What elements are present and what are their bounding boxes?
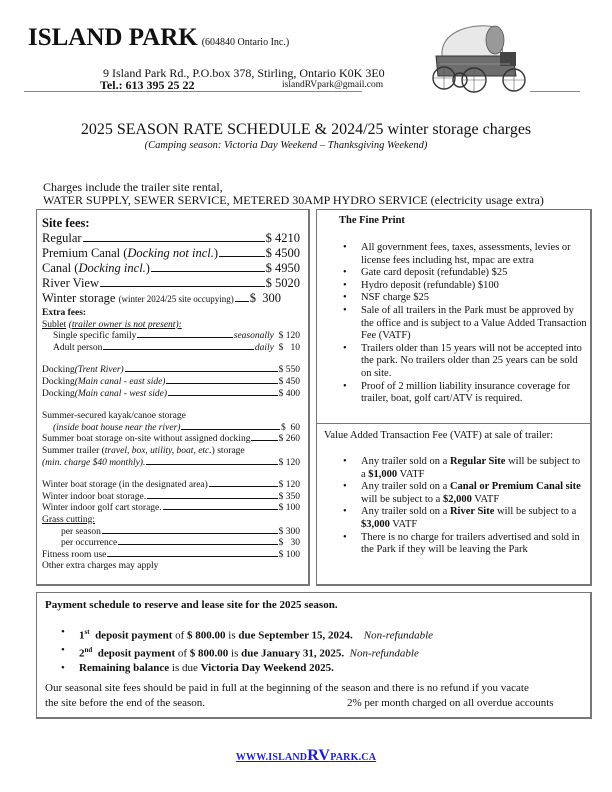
vatf-item [339, 532, 587, 557]
fee-label: Docking [42, 388, 75, 399]
fee-price: $ 300 [278, 526, 300, 537]
docking-row-trent [42, 365, 300, 377]
sublet-row-family [42, 331, 300, 343]
fee-label: Adult person [53, 342, 103, 353]
payment-ordinal: 1 [79, 629, 85, 642]
fee-note: travel, box, utility, boat, etc. [104, 445, 212, 456]
kayak-storage-label: Summer-secured kayak/canoe storage [42, 411, 186, 422]
vatf-text: VATF [471, 493, 500, 505]
kayak-storage-row [42, 423, 300, 435]
fee-price: $ 10 [278, 342, 300, 353]
boat-storage-row [42, 434, 300, 446]
vatf-amount: $1,000 [368, 468, 398, 480]
vatf-text: will be subject to a [361, 493, 443, 505]
fee-period: seasonally [233, 331, 274, 342]
winter-row-indoor-boat [42, 492, 300, 504]
payment-due-date: Victoria Day Weekend 2025. [200, 662, 334, 675]
website-part: RV [307, 747, 331, 764]
vatf-text: Any trailer sold on a [361, 506, 450, 518]
fee-label: Winter indoor boat storage. [42, 491, 147, 502]
payment-amount: $ 800.00 [189, 647, 229, 660]
fee-label: Fitness room use [42, 549, 107, 560]
fee-price: $ 5020 [265, 276, 300, 290]
fee-label: Winter boat storage (in the designated area) [42, 480, 208, 491]
payment-schedule-box [36, 592, 592, 719]
vatf-site-type: River Site [449, 506, 495, 518]
sublet-note: (trailer owner is not present): [68, 319, 182, 330]
grass-row-occurrence [42, 538, 300, 550]
fee-price: $ 30 [278, 538, 300, 549]
payment-text: of [172, 629, 188, 642]
other-charges-note: Other extra charges may apply [42, 561, 159, 572]
payment-label: Remaining balance [79, 662, 170, 675]
fee-price: $ 120 [278, 331, 300, 342]
payment-ordinal: 2 [79, 647, 85, 660]
covered-wagon-icon [430, 22, 530, 94]
fine-print-item: • Proof of 2 million liability insurance coverage for trailer, boat, golf cart/ATV is required. [339, 381, 587, 406]
vatf-text: will be subject to a [494, 506, 577, 518]
payment-label: deposit payment [95, 629, 173, 642]
fee-price: $ 450 [278, 376, 300, 387]
fee-price: $ 60 [281, 422, 300, 433]
docking-row-west [42, 389, 300, 401]
website-part: PARK.CA [330, 752, 377, 763]
company-registration: (604840 Ontario Inc.) [201, 37, 290, 48]
company-email: islandRVpark@gmail.com [282, 80, 384, 90]
vatf-amount: $2,000 [442, 493, 472, 505]
fine-print-item: • Sale of all trailers in the Park must be approved by the office and is subject to a Value Added Transaction Fee (VATF) [339, 305, 587, 343]
fee-note: (Main canal - west side) [74, 388, 168, 399]
fee-period: daily [254, 342, 274, 353]
vatf-site-type: Regular Site [449, 456, 506, 467]
fee-label: per occurrence [61, 538, 118, 549]
fine-print-item: • Trailers older than 15 years will not be accepted into the park. No trailers older than 25 years can be sold on site. [339, 343, 587, 381]
header-rule-left [24, 91, 362, 92]
header-rule-right [530, 91, 580, 92]
no-refund-note: the site before the end of the season. [45, 697, 206, 709]
payment-heading: Payment schedule to reserve and lease site for the 2025 season. [45, 599, 338, 611]
vatf-amount: $3,000 [361, 518, 390, 530]
fee-label: Canal ( [42, 261, 79, 275]
company-phone: Tel.: 613 395 25 22 [100, 78, 195, 92]
fee-label: Regular [42, 231, 82, 245]
fee-row-river-view [42, 276, 300, 291]
vatf-text: VATF [397, 468, 425, 480]
fee-row-premium-canal [42, 246, 300, 261]
sublet-row-adult [42, 343, 300, 355]
summer-trailer-label [42, 446, 300, 458]
fee-price: $ 4210 [265, 231, 300, 245]
fee-note: (Main canal - east side) [74, 376, 166, 387]
fee-price: $ 300 [249, 291, 282, 305]
payment-text: of [175, 647, 190, 660]
payment-footer-line2 [45, 696, 585, 711]
vatf-item [339, 456, 587, 481]
fee-label: River View [42, 276, 99, 290]
grass-cutting-heading: Grass cutting: [42, 514, 96, 525]
vatf-item [339, 481, 587, 506]
fee-note: (winter 2024/25 site occupying) [118, 294, 234, 304]
fee-price: $ 400 [278, 388, 300, 399]
payment-due-date: due September 15, 2024. [238, 629, 353, 642]
payment-list [57, 625, 433, 676]
fine-print-heading: The Fine Print [339, 215, 405, 226]
payment-item-remaining [57, 661, 433, 676]
docking-row-east [42, 377, 300, 389]
fitness-row [42, 550, 300, 562]
extra-fees-heading: Extra fees: [42, 308, 87, 318]
payment-refund-note: Non-refundable [349, 647, 419, 660]
fine-print-item: • Hydro deposit (refundable) $100 [339, 280, 587, 293]
summer-trailer-row [42, 458, 300, 470]
vatf-site-type: Canal or Premium Canal site [449, 481, 581, 493]
vatf-list [339, 456, 587, 557]
payment-text: is [225, 629, 239, 642]
payment-ordinal-suffix: nd [84, 646, 93, 655]
fee-label: Winter storage [42, 291, 116, 305]
payment-footer [45, 681, 585, 711]
fee-note: (inside boat house near the river) [53, 422, 181, 433]
vatf-text: will be subject to a [361, 456, 581, 480]
page-title: 2025 SEASON RATE SCHEDULE & 2024/25 winter storage charges [80, 121, 532, 138]
fine-print-item: • Gate card deposit (refundable) $25 [339, 267, 587, 280]
winter-row-boat [42, 480, 300, 492]
fine-print-item: • All government fees, taxes, assessments, levies or license fees including hst, mpac are extra [339, 242, 587, 267]
company-title: ISLAND PARK [28, 24, 198, 51]
fee-label: Premium Canal ( [42, 246, 128, 260]
fee-note: Docking incl. [78, 261, 146, 275]
fee-row-canal [42, 261, 300, 276]
payment-item-2 [57, 643, 433, 661]
site-fees-box [36, 209, 310, 586]
fee-price: $ 4950 [265, 261, 300, 275]
fee-label: Summer boat storage on-site without assigned docking [42, 434, 251, 445]
website-link[interactable] [235, 747, 377, 764]
charges-intro-line2: WATER SUPPLY, SEWER SERVICE, METERED 30AMP HYDRO SERVICE (electricity usage extra) [43, 193, 544, 207]
fee-price: $ 120 [278, 457, 300, 468]
fee-label: Single specific family [53, 331, 137, 342]
payment-text: is [228, 647, 242, 660]
fee-note: (min. charge $40 monthly). [42, 457, 146, 468]
fine-print-box [316, 209, 592, 424]
fine-print-item: • NSF charge $25 [339, 292, 587, 305]
site-fees-heading: Site fees: [42, 216, 90, 230]
fee-price: $ 120 [278, 480, 300, 491]
website-part: WWW.ISLAND [235, 752, 308, 763]
sublet-heading [42, 320, 300, 332]
fee-row-winter-storage [42, 291, 300, 307]
vatf-heading: Value Added Transaction Fee (VATF) at sale of trailer: [324, 430, 554, 441]
payment-ordinal-suffix: st [84, 628, 90, 636]
payment-due-date: due January 31, 2025. [241, 647, 345, 660]
overdue-interest-note: 2% per month charged on all overdue accounts [347, 697, 554, 709]
company-name [28, 24, 289, 52]
fee-price: $ 100 [278, 503, 300, 514]
vatf-text: Any trailer sold on a [361, 456, 450, 467]
vatf-text: There is no charge for trailers advertised and sold in the Park if they will be leaving the Park [361, 531, 580, 556]
fee-label: Docking [42, 376, 75, 387]
fee-label-suffix: ) storage [211, 445, 245, 456]
fee-price: $ 100 [278, 549, 300, 560]
payment-label: deposit payment [97, 647, 176, 660]
fee-label: Docking [42, 365, 75, 376]
vatf-box [316, 423, 592, 586]
fee-row-regular [42, 231, 300, 246]
payment-footer-line1: Our seasonal site fees should be paid in full at the beginning of the season and there is no refund if you vacate [45, 682, 529, 694]
vatf-text: VATF [389, 518, 418, 530]
fee-label-suffix: ) [145, 261, 150, 275]
fee-price: $ 550 [278, 365, 300, 376]
fee-label: Winter indoor golf cart storage. [42, 503, 162, 514]
payment-text: is due [169, 662, 201, 675]
fee-label-suffix: ) [213, 246, 219, 260]
payment-amount: $ 800.00 [187, 629, 226, 642]
payment-item-1 [57, 625, 433, 643]
winter-row-golf-cart [42, 503, 300, 515]
website-footer [0, 747, 612, 765]
charges-intro-line1: Charges include the trailer site rental, [43, 180, 223, 194]
vatf-text: Any trailer sold on a [361, 481, 450, 493]
page-subtitle: (Camping season: Victoria Day Weekend – Thanksgiving Weekend) [144, 140, 428, 151]
vatf-item [339, 506, 587, 531]
company-address: 9 Island Park Rd., P.O.box 378, Stirling, Ontario K0K 3E0 [103, 66, 385, 80]
fee-label: Summer trailer ( [42, 445, 105, 456]
fee-price: $ 260 [278, 434, 300, 445]
fee-label: per season [61, 526, 101, 537]
payment-refund-note: Non-refundable [363, 629, 434, 642]
fee-note: Docking not incl. [127, 246, 214, 260]
sublet-label: Sublet [42, 319, 67, 330]
fee-price: $ 4500 [265, 246, 300, 260]
fee-note: (Trent River) [74, 365, 124, 376]
fee-price: $ 350 [278, 491, 300, 502]
fine-print-list [339, 242, 587, 406]
grass-row-season [42, 527, 300, 539]
